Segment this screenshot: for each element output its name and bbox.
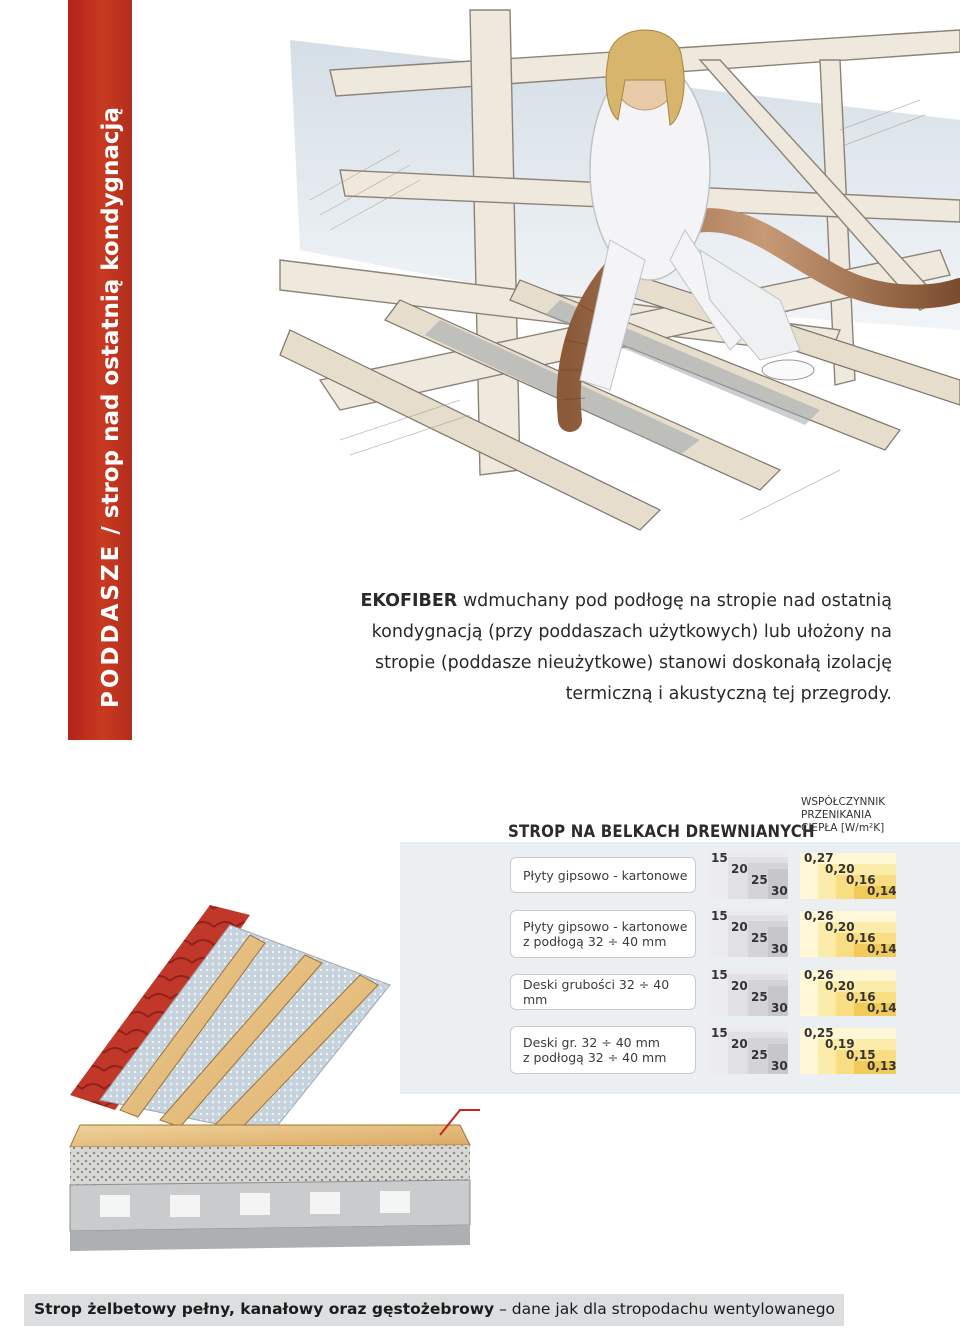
intro-brand: EKOFIBER <box>360 591 458 611</box>
u-value: 0,16 <box>846 990 876 1004</box>
roof-floor-cutaway-illustration <box>60 895 480 1275</box>
thickness-value: 15 <box>711 851 728 865</box>
thickness-value: 30 <box>771 1001 788 1015</box>
thickness-value: 30 <box>771 884 788 898</box>
heat-transfer-coefficient-label <box>801 796 885 835</box>
row-3-label-text: Deski grubości 32 ÷ 40 mm <box>523 977 670 1007</box>
u-value: 0,19 <box>825 1037 855 1051</box>
u-value: 0,27 <box>804 851 834 865</box>
row-2-label-line-1: Płyty gipsowo - kartonowe <box>523 919 688 934</box>
bottom-caption <box>24 1294 844 1326</box>
intro-text: wdmuchany pod podłogę na stropie nad ostatnią kondygnacją (przy poddaszach użytkowych) lub ułożony na stropie (poddasze nieużytkowe) stanowi doskonałą izolację termiczną i akustyczną tej przegrody. <box>371 591 892 704</box>
u-value: 0,26 <box>804 909 834 923</box>
thickness-value: 15 <box>711 909 728 923</box>
thickness-value: 30 <box>771 1059 788 1073</box>
thickness-value: 25 <box>751 1048 768 1062</box>
thickness-value: 20 <box>731 1037 748 1051</box>
coef-label-line-2: PRZENIKANIA <box>801 809 872 821</box>
u-value: 0,20 <box>825 920 855 934</box>
u-value: 0,13 <box>867 1059 897 1073</box>
u-value: 0,16 <box>846 931 876 945</box>
row-1-label <box>510 857 696 893</box>
thickness-value: 20 <box>731 862 748 876</box>
thickness-value: 20 <box>731 979 748 993</box>
intro-paragraph <box>352 586 892 710</box>
u-value: 0,20 <box>825 862 855 876</box>
thickness-value: 25 <box>751 873 768 887</box>
row-4-label-line-1: Deski gr. 32 ÷ 40 mm <box>523 1035 660 1050</box>
side-banner <box>68 0 132 740</box>
side-banner-title <box>100 107 123 708</box>
thickness-value: 25 <box>751 990 768 1004</box>
thickness-value: 15 <box>711 1026 728 1040</box>
side-banner-caps: PODDASZE <box>98 542 124 708</box>
u-value: 0,25 <box>804 1026 834 1040</box>
coef-label-line-1: WSPÓŁCZYNNIK <box>801 796 886 808</box>
u-value: 0,26 <box>804 968 834 982</box>
thickness-value: 30 <box>771 942 788 956</box>
thickness-value: 25 <box>751 931 768 945</box>
bottom-caption-dash: – <box>494 1300 512 1318</box>
section-title: STROP NA BELKACH DREWNIANYCH <box>508 820 815 842</box>
u-value: 0,15 <box>846 1048 876 1062</box>
u-value: 0,14 <box>867 1001 897 1015</box>
coef-label-line-3: CIEPŁA [W/m²K] <box>801 822 885 834</box>
row-2-label-line-2: z podłogą 32 ÷ 40 mm <box>523 934 667 949</box>
u-value: 0,14 <box>867 942 897 956</box>
side-banner-subtitle: / strop nad ostatnią kondygnacją <box>98 107 124 543</box>
thickness-value: 15 <box>711 968 728 982</box>
u-value: 0,20 <box>825 979 855 993</box>
bottom-caption-rest: dane jak dla stropodachu wentylowanego <box>511 1300 836 1318</box>
u-value: 0,14 <box>867 884 897 898</box>
thickness-value: 20 <box>731 920 748 934</box>
row-3-label <box>510 974 696 1010</box>
row-2-label <box>510 910 696 958</box>
u-value: 0,16 <box>846 873 876 887</box>
row-4-label-line-2: z podłogą 32 ÷ 40 mm <box>523 1050 667 1065</box>
attic-insulation-illustration <box>140 0 960 560</box>
row-4-label <box>510 1026 696 1074</box>
bottom-caption-bold: Strop żelbetowy pełny, kanałowy oraz gęstożebrowy <box>34 1300 495 1318</box>
row-1-label-text: Płyty gipsowo - kartonowe <box>523 867 688 883</box>
